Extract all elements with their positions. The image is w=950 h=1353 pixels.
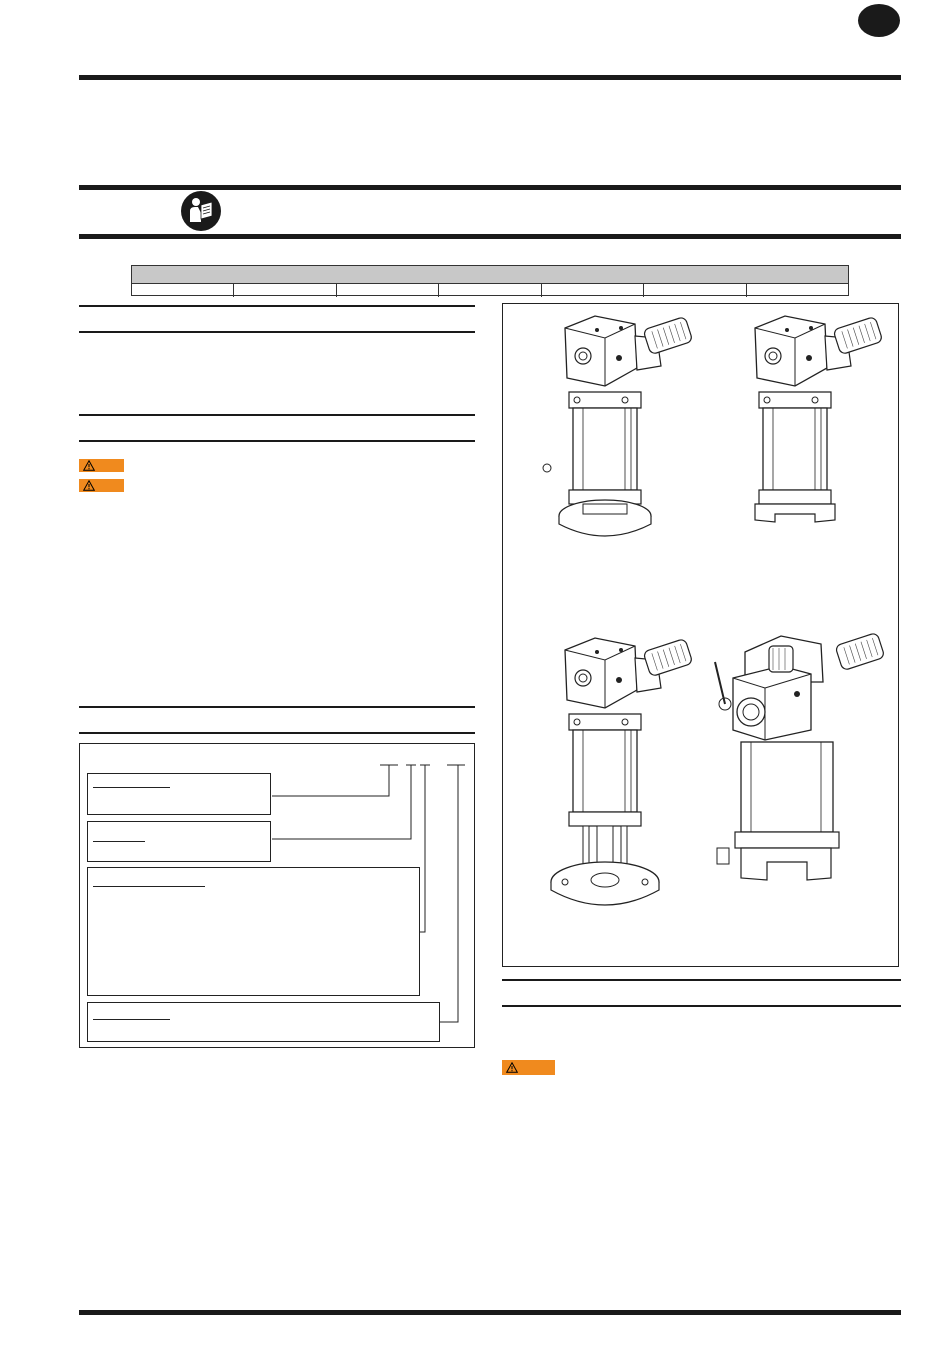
code-box-3	[87, 867, 420, 996]
warning-triangle-icon	[83, 480, 95, 491]
pump-motor-illustration-icon	[551, 638, 693, 905]
model-table-cell	[132, 284, 234, 297]
warning-triangle-icon	[83, 460, 95, 471]
bottom-rule	[79, 1310, 901, 1315]
model-table-cell	[234, 284, 336, 297]
section-rule	[79, 331, 475, 333]
model-table-cell	[542, 284, 644, 297]
pump-motor-illustration-icon	[543, 316, 693, 536]
model-table-cell	[439, 284, 541, 297]
pump-motor-figure	[502, 303, 899, 967]
section-rule	[79, 440, 475, 442]
warning-label	[79, 459, 124, 472]
model-table-header	[132, 266, 848, 284]
model-table-row	[132, 284, 848, 297]
pump-motor-illustration-icon	[715, 632, 885, 880]
section-rule	[79, 732, 475, 734]
code-box-1	[87, 773, 271, 815]
section-rule	[79, 706, 475, 708]
section-rule	[79, 414, 475, 416]
warning-label	[502, 1060, 555, 1075]
section-rule	[502, 1005, 901, 1007]
model-table-cell	[337, 284, 439, 297]
section-rule	[79, 305, 475, 307]
model-code-diagram	[79, 743, 475, 1048]
warning-label	[79, 479, 124, 492]
manual-band-top-rule	[79, 185, 901, 190]
read-manual-icon	[181, 191, 221, 231]
language-badge	[858, 4, 900, 37]
pump-motor-illustration-icon	[755, 316, 883, 522]
code-box-4	[87, 1002, 440, 1042]
model-table-cell	[747, 284, 848, 297]
section-rule	[502, 979, 901, 981]
warning-triangle-icon	[506, 1062, 518, 1073]
top-rule	[79, 75, 901, 80]
manual-band-bottom-rule	[79, 234, 901, 239]
model-table-cell	[644, 284, 746, 297]
model-table	[131, 265, 849, 296]
code-box-2	[87, 821, 271, 862]
